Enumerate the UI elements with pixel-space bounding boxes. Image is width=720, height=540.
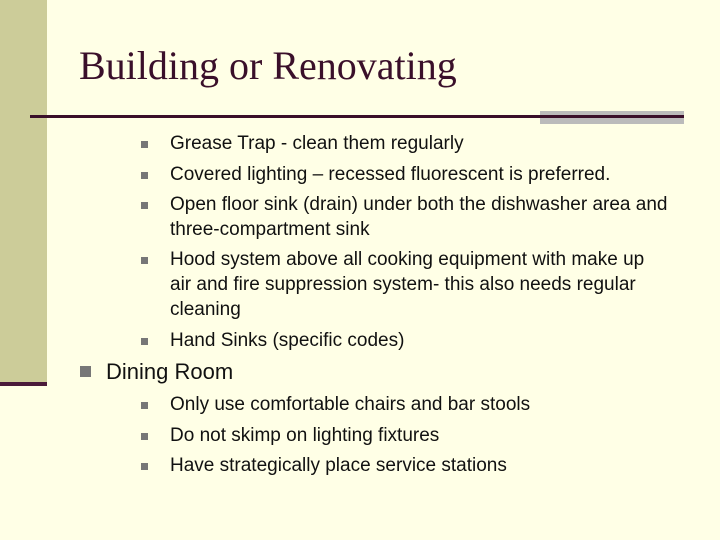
bullet-marker — [141, 141, 148, 148]
list-item: Have strategically place service stations — [170, 455, 507, 476]
list-item: Covered lighting – recessed fluorescent is preferred. — [170, 164, 611, 185]
bullet-marker — [141, 433, 148, 440]
list-item: Hand Sinks (specific codes) — [170, 330, 405, 351]
bullet-marker — [141, 463, 148, 470]
list-item: Only use comfortable chairs and bar stools — [170, 394, 531, 415]
slide-title: Building or Renovating — [79, 43, 457, 88]
bullet-marker — [141, 338, 148, 345]
list-item: Do not skimp on lighting fixtures — [170, 425, 440, 446]
section-heading: Dining Room — [106, 359, 234, 384]
list-item: Open floor sink (drain) under both the dishwasher area and three-compartment sink — [170, 194, 668, 240]
bullet-marker — [141, 172, 148, 179]
bullet-marker — [141, 257, 148, 264]
bullet-marker — [80, 366, 91, 377]
list-item: Hood system above all cooking equipment with make up air and fire suppression system- this also needs regular cleaning — [170, 249, 645, 320]
list-item: Grease Trap - clean them regularly — [170, 133, 464, 154]
bullet-marker — [141, 202, 148, 209]
bullet-marker — [141, 402, 148, 409]
